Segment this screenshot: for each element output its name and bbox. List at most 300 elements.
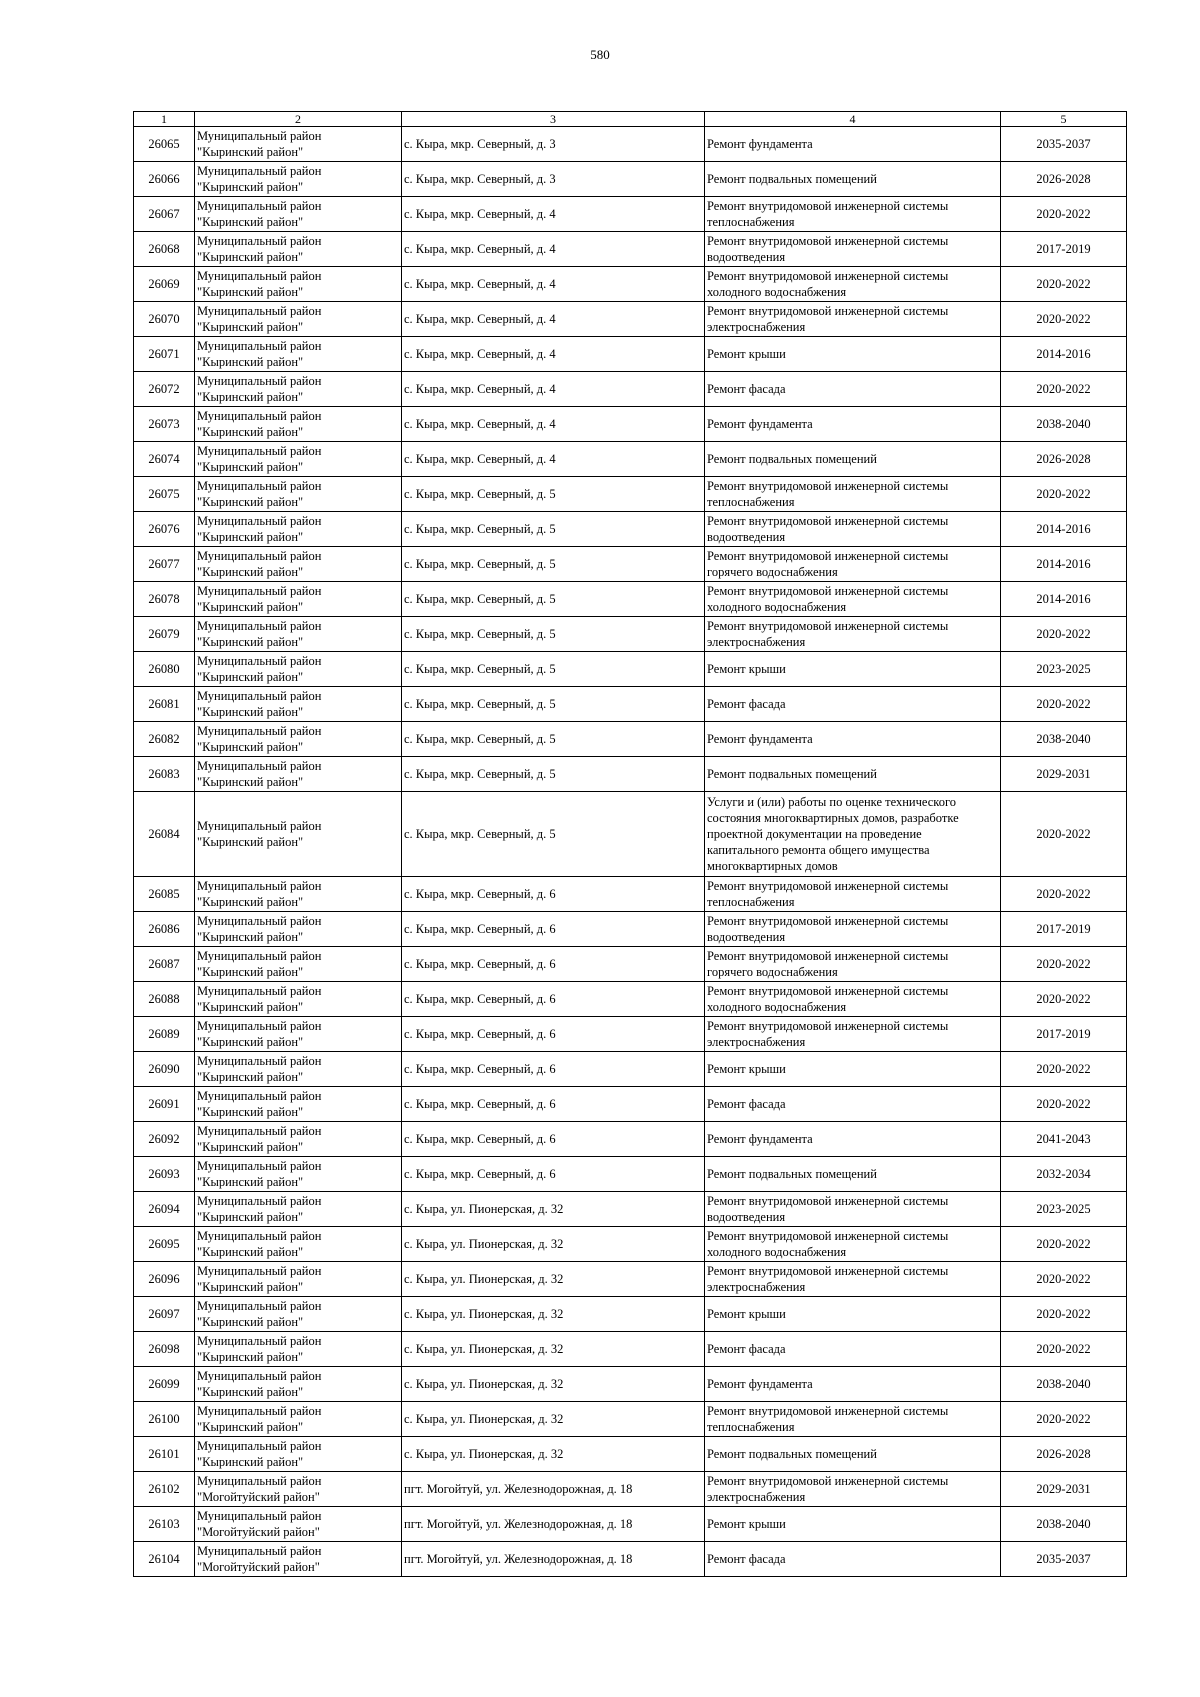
work-type-line: Ремонт внутридомовой инженерной системы <box>707 1264 949 1278</box>
period-cell: 2020-2022 <box>1001 792 1127 877</box>
district-cell <box>195 512 402 547</box>
work-type-cell <box>705 1297 1001 1332</box>
row-number-cell: 26074 <box>134 442 195 477</box>
address-cell: с. Кыра, мкр. Северный, д. 4 <box>402 302 705 337</box>
work-type-cell <box>705 1157 1001 1192</box>
district-line: "Кыринский район" <box>197 1140 304 1154</box>
address-cell: с. Кыра, мкр. Северный, д. 4 <box>402 197 705 232</box>
district-line: "Кыринский район" <box>197 460 304 474</box>
period-cell: 2020-2022 <box>1001 1052 1127 1087</box>
district-cell <box>195 442 402 477</box>
table-row <box>134 1402 1127 1437</box>
work-type-line: теплоснабжения <box>707 895 795 909</box>
row-number-cell: 26096 <box>134 1262 195 1297</box>
period-cell: 2026-2028 <box>1001 162 1127 197</box>
table-row <box>134 912 1127 947</box>
district-cell <box>195 1472 402 1507</box>
work-type-cell <box>705 372 1001 407</box>
row-number-cell: 26099 <box>134 1367 195 1402</box>
district-line: "Кыринский район" <box>197 835 304 849</box>
district-line: "Кыринский район" <box>197 355 304 369</box>
period-cell: 2020-2022 <box>1001 197 1127 232</box>
address-cell: с. Кыра, ул. Пионерская, д. 32 <box>402 1367 705 1402</box>
district-line: Муниципальный район <box>197 1194 322 1208</box>
column-number: 3 <box>402 112 705 127</box>
address-cell: с. Кыра, мкр. Северный, д. 3 <box>402 127 705 162</box>
work-type-cell <box>705 337 1001 372</box>
work-type-cell <box>705 1087 1001 1122</box>
row-number-cell: 26093 <box>134 1157 195 1192</box>
district-line: "Кыринский район" <box>197 145 304 159</box>
period-cell: 2020-2022 <box>1001 1402 1127 1437</box>
district-cell <box>195 617 402 652</box>
work-type-cell <box>705 582 1001 617</box>
district-line: Муниципальный район <box>197 234 322 248</box>
work-type-cell <box>705 1017 1001 1052</box>
district-line: "Кыринский район" <box>197 930 304 944</box>
district-line: Муниципальный район <box>197 1334 322 1348</box>
district-line: Муниципальный район <box>197 1299 322 1313</box>
work-type-cell <box>705 197 1001 232</box>
table-row <box>134 757 1127 792</box>
table-row <box>134 1157 1127 1192</box>
district-line: "Могойтуйский район" <box>197 1490 320 1504</box>
district-cell <box>195 407 402 442</box>
district-cell <box>195 1507 402 1542</box>
period-cell: 2020-2022 <box>1001 1227 1127 1262</box>
table-row <box>134 1192 1127 1227</box>
district-cell <box>195 1017 402 1052</box>
column-number: 5 <box>1001 112 1127 127</box>
table-row <box>134 407 1127 442</box>
work-type-line: Ремонт крыши <box>707 1307 786 1321</box>
period-cell: 2020-2022 <box>1001 617 1127 652</box>
district-cell <box>195 547 402 582</box>
district-cell <box>195 1297 402 1332</box>
district-cell <box>195 127 402 162</box>
column-number-row <box>134 112 1127 127</box>
page-number: 580 <box>590 47 610 62</box>
table-row <box>134 1437 1127 1472</box>
address-cell: с. Кыра, мкр. Северный, д. 6 <box>402 1017 705 1052</box>
district-line: "Кыринский район" <box>197 390 304 404</box>
table-row <box>134 337 1127 372</box>
table-row <box>134 1227 1127 1262</box>
address-cell: с. Кыра, мкр. Северный, д. 4 <box>402 337 705 372</box>
district-line: "Кыринский район" <box>197 250 304 264</box>
district-line: Муниципальный район <box>197 759 322 773</box>
work-type-line: Ремонт внутридомовой инженерной системы <box>707 199 949 213</box>
period-cell: 2041-2043 <box>1001 1122 1127 1157</box>
table-row <box>134 302 1127 337</box>
address-cell: с. Кыра, ул. Пионерская, д. 32 <box>402 1192 705 1227</box>
district-line: "Кыринский район" <box>197 1000 304 1014</box>
period-cell: 2020-2022 <box>1001 877 1127 912</box>
row-number-cell: 26080 <box>134 652 195 687</box>
district-line: "Кыринский район" <box>197 965 304 979</box>
address-cell: с. Кыра, мкр. Северный, д. 4 <box>402 442 705 477</box>
row-number-cell: 26078 <box>134 582 195 617</box>
district-cell <box>195 1157 402 1192</box>
table-row <box>134 547 1127 582</box>
district-line: "Кыринский район" <box>197 705 304 719</box>
district-cell <box>195 652 402 687</box>
work-type-cell <box>705 652 1001 687</box>
table-row <box>134 1297 1127 1332</box>
work-type-line: Ремонт фундамента <box>707 417 813 431</box>
row-number-cell: 26067 <box>134 197 195 232</box>
table-row <box>134 1472 1127 1507</box>
work-type-cell <box>705 1227 1001 1262</box>
work-type-line: электроснабжения <box>707 320 806 334</box>
table-row <box>134 372 1127 407</box>
row-number-cell: 26071 <box>134 337 195 372</box>
address-cell: с. Кыра, мкр. Северный, д. 3 <box>402 162 705 197</box>
column-number: 4 <box>705 112 1001 127</box>
district-line: Муниципальный район <box>197 1159 322 1173</box>
district-line: Муниципальный район <box>197 409 322 423</box>
district-cell <box>195 757 402 792</box>
row-number-cell: 26103 <box>134 1507 195 1542</box>
work-type-line: электроснабжения <box>707 1490 806 1504</box>
work-type-cell <box>705 912 1001 947</box>
work-type-line: горячего водоснабжения <box>707 565 838 579</box>
row-number-cell: 26104 <box>134 1542 195 1577</box>
period-cell: 2014-2016 <box>1001 512 1127 547</box>
work-type-line: Ремонт фасада <box>707 1552 786 1566</box>
period-cell: 2020-2022 <box>1001 1332 1127 1367</box>
district-line: "Кыринский район" <box>197 1070 304 1084</box>
table-row <box>134 1332 1127 1367</box>
work-type-cell <box>705 1192 1001 1227</box>
row-number-cell: 26069 <box>134 267 195 302</box>
row-number-cell: 26085 <box>134 877 195 912</box>
row-number-cell: 26075 <box>134 477 195 512</box>
district-line: "Кыринский район" <box>197 600 304 614</box>
work-type-cell <box>705 982 1001 1017</box>
work-type-cell <box>705 757 1001 792</box>
district-cell <box>195 267 402 302</box>
work-type-line: многоквартирных домов <box>707 859 838 873</box>
district-line: "Кыринский район" <box>197 1105 304 1119</box>
work-type-line: Ремонт фасада <box>707 1342 786 1356</box>
work-type-line: Услуги и (или) работы по оценке технического <box>707 795 957 809</box>
period-cell: 2026-2028 <box>1001 442 1127 477</box>
work-type-cell <box>705 617 1001 652</box>
work-type-line: Ремонт внутридомовой инженерной системы <box>707 269 949 283</box>
row-number-cell: 26098 <box>134 1332 195 1367</box>
row-number-cell: 26082 <box>134 722 195 757</box>
work-type-cell <box>705 1437 1001 1472</box>
row-number-cell: 26087 <box>134 947 195 982</box>
row-number-cell: 26100 <box>134 1402 195 1437</box>
address-cell: с. Кыра, ул. Пионерская, д. 32 <box>402 1227 705 1262</box>
table-row <box>134 1542 1127 1577</box>
row-number-cell: 26076 <box>134 512 195 547</box>
table-row <box>134 582 1127 617</box>
address-cell: с. Кыра, мкр. Северный, д. 4 <box>402 267 705 302</box>
work-type-cell <box>705 1262 1001 1297</box>
table-row <box>134 477 1127 512</box>
row-number-cell: 26102 <box>134 1472 195 1507</box>
table-row <box>134 652 1127 687</box>
work-type-line: водоотведения <box>707 1210 786 1224</box>
row-number-cell: 26083 <box>134 757 195 792</box>
work-type-cell <box>705 1507 1001 1542</box>
table-row <box>134 722 1127 757</box>
table-row <box>134 162 1127 197</box>
period-cell: 2032-2034 <box>1001 1157 1127 1192</box>
district-cell <box>195 1437 402 1472</box>
row-number-cell: 26073 <box>134 407 195 442</box>
district-line: Муниципальный район <box>197 1509 322 1523</box>
address-cell: с. Кыра, мкр. Северный, д. 4 <box>402 232 705 267</box>
row-number-cell: 26077 <box>134 547 195 582</box>
address-cell: с. Кыра, ул. Пионерская, д. 32 <box>402 1437 705 1472</box>
district-line: Муниципальный район <box>197 1124 322 1138</box>
period-cell: 2020-2022 <box>1001 947 1127 982</box>
district-line: Муниципальный район <box>197 1404 322 1418</box>
column-number: 2 <box>195 112 402 127</box>
work-type-line: Ремонт фундамента <box>707 137 813 151</box>
work-type-line: водоотведения <box>707 250 786 264</box>
period-cell: 2023-2025 <box>1001 652 1127 687</box>
address-cell: с. Кыра, ул. Пионерская, д. 32 <box>402 1332 705 1367</box>
district-cell <box>195 582 402 617</box>
district-cell <box>195 1262 402 1297</box>
district-line: "Кыринский район" <box>197 775 304 789</box>
work-type-line: электроснабжения <box>707 635 806 649</box>
period-cell: 2023-2025 <box>1001 1192 1127 1227</box>
work-type-line: водоотведения <box>707 930 786 944</box>
district-cell <box>195 1122 402 1157</box>
work-type-line: Ремонт внутридомовой инженерной системы <box>707 1019 949 1033</box>
address-cell: с. Кыра, мкр. Северный, д. 5 <box>402 617 705 652</box>
period-cell: 2017-2019 <box>1001 912 1127 947</box>
period-cell: 2014-2016 <box>1001 547 1127 582</box>
work-type-line: Ремонт внутридомовой инженерной системы <box>707 1229 949 1243</box>
work-type-line: Ремонт подвальных помещений <box>707 452 877 466</box>
address-cell: с. Кыра, мкр. Северный, д. 5 <box>402 512 705 547</box>
work-type-line: Ремонт внутридомовой инженерной системы <box>707 949 949 963</box>
period-cell: 2035-2037 <box>1001 1542 1127 1577</box>
table-row <box>134 947 1127 982</box>
district-line: Муниципальный район <box>197 269 322 283</box>
address-cell: с. Кыра, мкр. Северный, д. 6 <box>402 1157 705 1192</box>
address-cell: с. Кыра, мкр. Северный, д. 5 <box>402 547 705 582</box>
address-cell: с. Кыра, мкр. Северный, д. 6 <box>402 947 705 982</box>
table-row <box>134 1052 1127 1087</box>
register-table <box>133 111 1127 1577</box>
period-cell: 2017-2019 <box>1001 1017 1127 1052</box>
work-type-line: Ремонт подвальных помещений <box>707 767 877 781</box>
district-line: Муниципальный район <box>197 1264 322 1278</box>
address-cell: с. Кыра, мкр. Северный, д. 5 <box>402 687 705 722</box>
district-line: Муниципальный район <box>197 1089 322 1103</box>
work-type-cell <box>705 792 1001 877</box>
work-type-cell <box>705 407 1001 442</box>
row-number-cell: 26094 <box>134 1192 195 1227</box>
district-line: Муниципальный район <box>197 1054 322 1068</box>
work-type-cell <box>705 1472 1001 1507</box>
period-cell: 2020-2022 <box>1001 982 1127 1017</box>
district-line: "Кыринский район" <box>197 1315 304 1329</box>
row-number-cell: 26088 <box>134 982 195 1017</box>
table-row <box>134 617 1127 652</box>
work-type-line: электроснабжения <box>707 1035 806 1049</box>
district-cell <box>195 1052 402 1087</box>
district-line: Муниципальный район <box>197 514 322 528</box>
work-type-line: Ремонт фундамента <box>707 1377 813 1391</box>
period-cell: 2020-2022 <box>1001 1087 1127 1122</box>
district-cell <box>195 722 402 757</box>
table-row <box>134 1087 1127 1122</box>
work-type-line: холодного водоснабжения <box>707 285 847 299</box>
district-cell <box>195 687 402 722</box>
district-cell <box>195 1402 402 1437</box>
work-type-line: Ремонт крыши <box>707 1517 786 1531</box>
work-type-line: проектной документации на проведение <box>707 827 922 841</box>
row-number-cell: 26068 <box>134 232 195 267</box>
work-type-cell <box>705 302 1001 337</box>
row-number-cell: 26090 <box>134 1052 195 1087</box>
district-cell <box>195 197 402 232</box>
work-type-cell <box>705 1542 1001 1577</box>
district-line: Муниципальный район <box>197 689 322 703</box>
district-cell <box>195 1227 402 1262</box>
row-number-cell: 26072 <box>134 372 195 407</box>
district-cell <box>195 877 402 912</box>
work-type-cell <box>705 1122 1001 1157</box>
work-type-line: Ремонт внутридомовой инженерной системы <box>707 514 949 528</box>
district-line: Муниципальный район <box>197 724 322 738</box>
work-type-line: Ремонт внутридомовой инженерной системы <box>707 479 949 493</box>
period-cell: 2020-2022 <box>1001 477 1127 512</box>
period-cell: 2014-2016 <box>1001 582 1127 617</box>
address-cell: с. Кыра, мкр. Северный, д. 5 <box>402 722 705 757</box>
work-type-line: горячего водоснабжения <box>707 965 838 979</box>
district-line: "Кыринский район" <box>197 1280 304 1294</box>
work-type-line: Ремонт внутридомовой инженерной системы <box>707 584 949 598</box>
work-type-cell <box>705 547 1001 582</box>
work-type-cell <box>705 1367 1001 1402</box>
district-line: Муниципальный район <box>197 1439 322 1453</box>
table-row <box>134 1507 1127 1542</box>
district-line: "Кыринский район" <box>197 495 304 509</box>
address-cell: с. Кыра, мкр. Северный, д. 6 <box>402 982 705 1017</box>
work-type-line: Ремонт фасада <box>707 382 786 396</box>
address-cell: с. Кыра, мкр. Северный, д. 5 <box>402 757 705 792</box>
work-type-line: Ремонт внутридомовой инженерной системы <box>707 1404 949 1418</box>
table-row <box>134 1122 1127 1157</box>
work-type-line: Ремонт крыши <box>707 347 786 361</box>
district-cell <box>195 372 402 407</box>
work-type-line: капитального ремонта общего имущества <box>707 843 930 857</box>
table-row <box>134 512 1127 547</box>
row-number-cell: 26101 <box>134 1437 195 1472</box>
period-cell: 2020-2022 <box>1001 687 1127 722</box>
work-type-cell <box>705 722 1001 757</box>
table-row <box>134 1262 1127 1297</box>
work-type-cell <box>705 442 1001 477</box>
work-type-line: Ремонт подвальных помещений <box>707 1447 877 1461</box>
address-cell: с. Кыра, мкр. Северный, д. 4 <box>402 372 705 407</box>
district-line: "Кыринский район" <box>197 670 304 684</box>
district-line: "Кыринский район" <box>197 215 304 229</box>
work-type-line: состояния многоквартирных домов, разработке <box>707 811 959 825</box>
district-cell <box>195 1332 402 1367</box>
address-cell: с. Кыра, ул. Пионерская, д. 32 <box>402 1262 705 1297</box>
period-cell: 2020-2022 <box>1001 372 1127 407</box>
period-cell: 2020-2022 <box>1001 1297 1127 1332</box>
work-type-line: Ремонт внутридомовой инженерной системы <box>707 879 949 893</box>
district-cell <box>195 232 402 267</box>
district-line: Муниципальный район <box>197 339 322 353</box>
district-line: "Кыринский район" <box>197 320 304 334</box>
work-type-line: Ремонт фасада <box>707 697 786 711</box>
address-cell: пгт. Могойтуй, ул. Железнодорожная, д. 18 <box>402 1542 705 1577</box>
district-line: Муниципальный район <box>197 374 322 388</box>
address-cell: с. Кыра, мкр. Северный, д. 6 <box>402 1052 705 1087</box>
address-cell: с. Кыра, мкр. Северный, д. 6 <box>402 877 705 912</box>
district-line: "Кыринский район" <box>197 1385 304 1399</box>
district-line: "Кыринский район" <box>197 425 304 439</box>
district-line: Муниципальный район <box>197 1544 322 1558</box>
address-cell: с. Кыра, мкр. Северный, д. 6 <box>402 912 705 947</box>
work-type-cell <box>705 1332 1001 1367</box>
work-type-cell <box>705 687 1001 722</box>
address-cell: с. Кыра, мкр. Северный, д. 5 <box>402 792 705 877</box>
work-type-cell <box>705 947 1001 982</box>
work-type-cell <box>705 162 1001 197</box>
work-type-line: холодного водоснабжения <box>707 1245 847 1259</box>
work-type-line: Ремонт внутридомовой инженерной системы <box>707 549 949 563</box>
table-row <box>134 442 1127 477</box>
district-cell <box>195 1087 402 1122</box>
row-number-cell: 26086 <box>134 912 195 947</box>
work-type-line: электроснабжения <box>707 1280 806 1294</box>
district-line: Муниципальный район <box>197 304 322 318</box>
period-cell: 2026-2028 <box>1001 1437 1127 1472</box>
district-line: Муниципальный район <box>197 984 322 998</box>
work-type-cell <box>705 127 1001 162</box>
district-cell <box>195 947 402 982</box>
district-line: "Могойтуйский район" <box>197 1525 320 1539</box>
district-line: Муниципальный район <box>197 879 322 893</box>
row-number-cell: 26079 <box>134 617 195 652</box>
row-number-cell: 26092 <box>134 1122 195 1157</box>
district-line: Муниципальный район <box>197 949 322 963</box>
district-line: "Кыринский район" <box>197 1245 304 1259</box>
period-cell: 2038-2040 <box>1001 407 1127 442</box>
row-number-cell: 26091 <box>134 1087 195 1122</box>
address-cell: с. Кыра, ул. Пионерская, д. 32 <box>402 1402 705 1437</box>
address-cell: с. Кыра, мкр. Северный, д. 5 <box>402 477 705 512</box>
work-type-cell <box>705 1402 1001 1437</box>
work-type-line: Ремонт фундамента <box>707 732 813 746</box>
district-line: "Кыринский район" <box>197 1035 304 1049</box>
work-type-line: Ремонт внутридомовой инженерной системы <box>707 984 949 998</box>
district-cell <box>195 1192 402 1227</box>
district-line: "Кыринский район" <box>197 635 304 649</box>
district-line: Муниципальный район <box>197 549 322 563</box>
address-cell: пгт. Могойтуй, ул. Железнодорожная, д. 18 <box>402 1507 705 1542</box>
address-cell: с. Кыра, мкр. Северный, д. 4 <box>402 407 705 442</box>
district-line: "Кыринский район" <box>197 565 304 579</box>
table-row <box>134 232 1127 267</box>
period-cell: 2020-2022 <box>1001 267 1127 302</box>
row-number-cell: 26066 <box>134 162 195 197</box>
